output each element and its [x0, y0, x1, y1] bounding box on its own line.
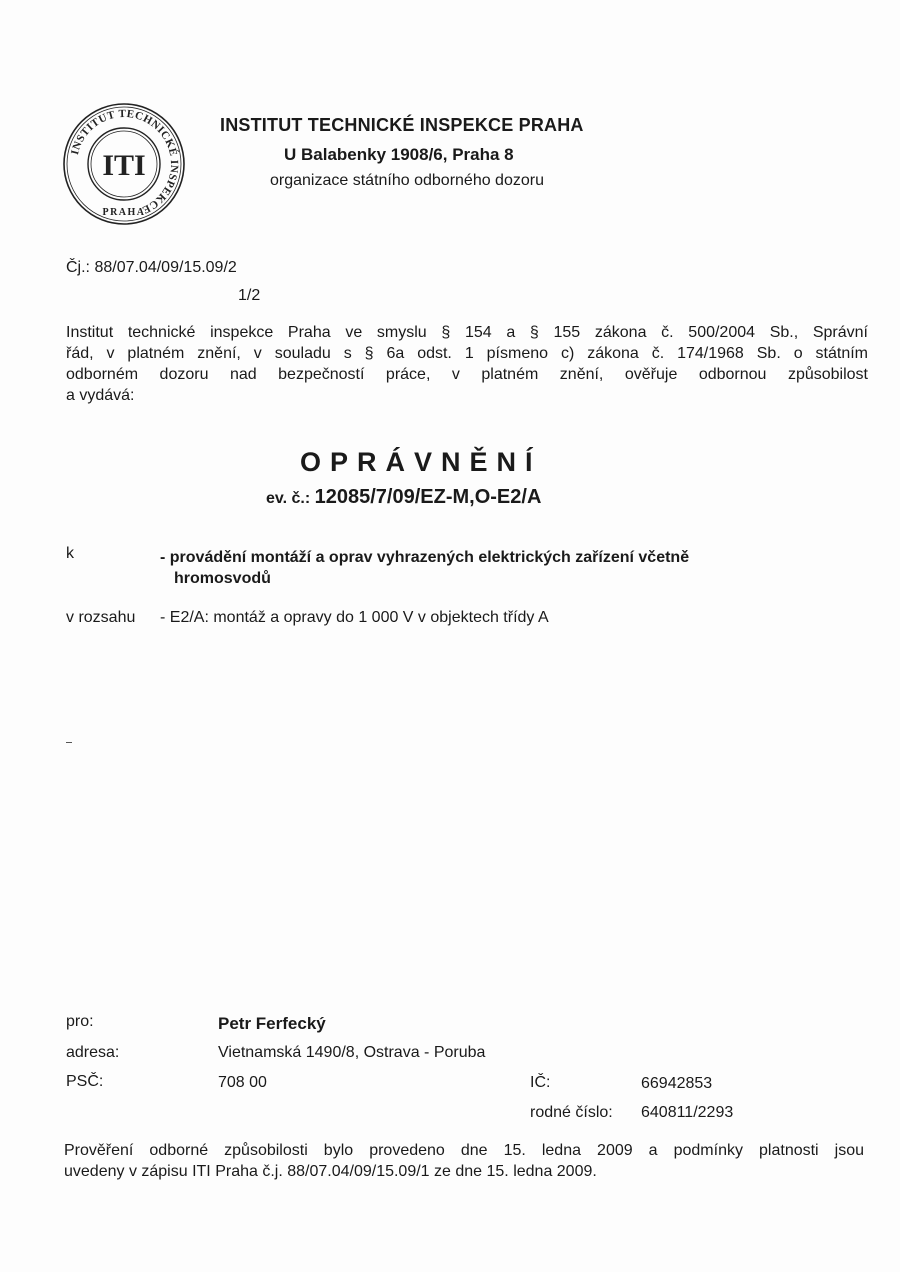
intro-paragraph — [66, 322, 868, 406]
reference-number: Čj.: 88/07.04/09/15.09/2 — [66, 259, 237, 276]
scope-k-text — [160, 547, 689, 589]
recipient-ic-label: IČ: — [530, 1074, 551, 1091]
recipient-name: Petr Ferfecký — [218, 1014, 326, 1033]
recipient-address: Vietnamská 1490/8, Ostrava - Poruba — [218, 1044, 486, 1061]
institute-name: INSTITUT TECHNICKÉ INSPEKCE PRAHA — [220, 115, 584, 135]
intro-line: řád, v platném znění, v souladu s § 6a odst. 1 písmeno c) zákona č. 174/1968 Sb. o státním — [66, 345, 868, 362]
intro-line: odborném dozoru nad bezpečností práce, v platném znění, ověřuje odbornou způsobilost — [66, 366, 868, 383]
document-title: OPRÁVNĚNÍ — [300, 447, 542, 477]
recipient-ic: 66942853 — [641, 1075, 713, 1092]
seal-center-text: ITI — [102, 149, 146, 182]
scope-range-label: v rozsahu — [66, 609, 136, 626]
recipient-birth-number: 640811/2293 — [641, 1104, 734, 1121]
recipient-for-label: pro: — [66, 1013, 94, 1030]
margin-mark — [66, 742, 72, 743]
recipient-address-label: adresa: — [66, 1044, 120, 1061]
intro-line: a vydává: — [66, 387, 135, 404]
scope-range-text: - E2/A: montáž a opravy do 1 000 V v objektech třídy A — [160, 609, 549, 626]
recipient-zip: 708 00 — [218, 1074, 267, 1091]
footer-line: uvedeny v zápisu ITI Praha č.j. 88/07.04/09/15.09/1 ze dne 15. ledna 2009. — [64, 1163, 597, 1180]
recipient-birth-label: rodné číslo: — [530, 1104, 613, 1121]
evidence-number-row — [266, 486, 541, 509]
institute-organization: organizace státního odborného dozoru — [270, 172, 544, 189]
scope-k-line: - provádění montáží a oprav vyhrazených elektrických zařízení včetně — [160, 549, 690, 566]
page-number: 1/2 — [238, 287, 261, 304]
evidence-label: ev. č.: — [266, 490, 311, 507]
iti-seal-logo — [60, 100, 188, 228]
scope-k-line: hromosvodů — [174, 570, 271, 587]
evidence-number: 12085/7/09/EZ-M,O-E2/A — [314, 486, 542, 508]
institute-address: U Balabenky 1908/6, Praha 8 — [284, 145, 514, 164]
seal-ring-text: INSTITUT TECHNICKÉ INSPEKCE — [69, 107, 181, 217]
seal-bottom-text: PRAHA — [102, 207, 146, 218]
scope-k-label: k — [66, 545, 74, 562]
recipient-zip-label: PSČ: — [66, 1073, 104, 1090]
footer-line: Prověření odborné způsobilosti bylo provedeno dne 15. ledna 2009 a podmínky platnosti jsou — [64, 1142, 864, 1159]
intro-line: Institut technické inspekce Praha ve smyslu § 154 a § 155 zákona č. 500/2004 Sb., Správní — [66, 324, 868, 341]
footer-paragraph — [64, 1140, 864, 1182]
